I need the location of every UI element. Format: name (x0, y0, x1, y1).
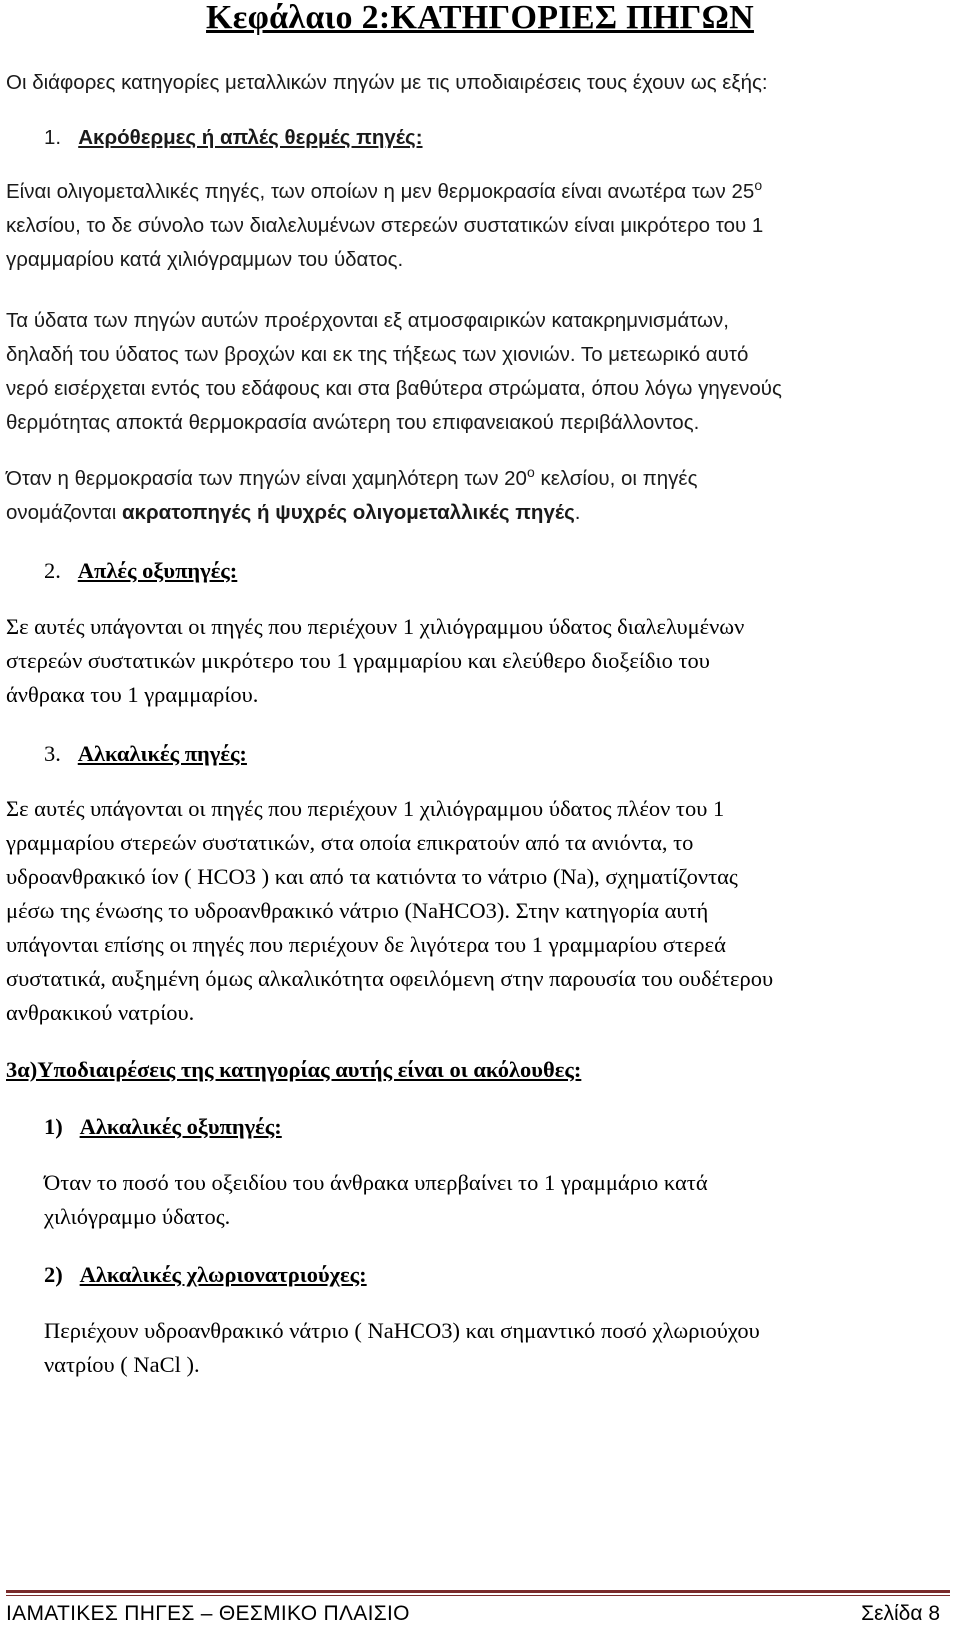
subdivisions-heading: 3α)Υποδιαιρέσεις της κατηγορίας αυτής είναι οι ακόλουθες: (6, 1057, 582, 1082)
section-3-line5: υπάγονται επίσης οι πηγές που περιέχουν δε λιγότερα του 1 γραμμαρίου στερεά (6, 932, 726, 957)
section-3-line4: μέσω της ένωσης το υδροανθρακικό νάτριο (NaHCO3). Στην κατηγορία αυτή (6, 898, 709, 923)
subdivision-2-number: 2) (44, 1262, 63, 1287)
intro-paragraph: Οι διάφορες κατηγορίες μεταλλικών πηγών με τις υποδιαιρέσεις τους έχουν ως εξής: (6, 71, 768, 94)
section-1-p3-text-b: κελσίου, οι πηγές (534, 467, 698, 490)
footer-divider-thick (6, 1590, 950, 1593)
section-3-line1: Σε αυτές υπάγονται οι πηγές που περιέχουν 1 χιλιόγραμμου ύδατος πλέον του 1 (6, 796, 725, 821)
subdivision-2-heading-line (44, 1258, 367, 1292)
section-2-number: 2. (44, 558, 61, 583)
footer-divider-thin (6, 1595, 950, 1596)
subdivision-1-number: 1) (44, 1114, 63, 1139)
subdivision-1-heading-line (44, 1110, 282, 1144)
section-1-p2-line4: θερμότητας αποκτά θερμοκρασία ανώτερη του επιφανειακού περιβάλλοντος. (6, 411, 700, 434)
section-3-line3: υδροανθρακικό ίον ( HCO3 ) και από τα κατιόντα το νάτριο (Na), σχηματίζοντας (6, 864, 738, 889)
section-1-p2-line3: νερό εισέρχεται εντός του εδάφους και στα βαθύτερα στρώματα, όπου λόγω γηγενούς (6, 377, 782, 400)
degree-superscript: ο (754, 177, 763, 194)
section-1-p1-line2: κελσίου, το δε σύνολο των διαλελυμένων στερεών συστατικών είναι μικρότερο του 1 (6, 214, 764, 237)
section-2-heading: Απλές οξυπηγές: (77, 558, 238, 583)
section-2-heading-line (44, 554, 237, 588)
subdivision-2-line1: Περιέχουν υδροανθρακικό νάτριο ( NaHCO3) και σημαντικό ποσό χλωριούχου (44, 1318, 760, 1343)
section-1-p3-line2 (6, 496, 580, 530)
degree-superscript: ο (526, 464, 535, 481)
subdivision-1-line2: χιλιόγραμμο ύδατος. (44, 1204, 231, 1229)
section-1-p2-line2: δηλαδή του ύδατος των βροχών και εκ της τήξεως των χιονιών. Το μετεωρικό αυτό (6, 343, 749, 366)
section-2-line1: Σε αυτές υπάγονται οι πηγές που περιέχουν 1 χιλιόγραμμου ύδατος διαλελυμένων (6, 614, 745, 639)
section-1-p2-line1: Τα ύδατα των πηγών αυτών προέρχονται εξ ατμοσφαιρικών κατακρημνισμάτων, (6, 309, 729, 332)
section-3-line2: γραμμαρίου στερεών συστατικών, στα οποία επικρατούν από τα ανιόντα, το (6, 830, 694, 855)
section-2-line3: άνθρακα του 1 γραμμαρίου. (6, 682, 259, 707)
section-1-heading: Ακρόθερμες ή απλές θερμές πηγές: (78, 126, 423, 149)
section-1-number: 1. (44, 126, 62, 149)
section-1-p3-text-a: Όταν η θερμοκρασία των πηγών είναι χαμηλότερη των 20 (6, 467, 527, 490)
section-3-line7: ανθρακικού νατρίου. (6, 1000, 195, 1025)
section-1-p1-line3: γραμμαρίου κατά χιλιόγραμμων του ύδατος. (6, 248, 404, 271)
section-1-p1-line1 (6, 175, 762, 209)
section-1-p3-period: . (574, 501, 581, 524)
subdivision-2-line2: νατρίου ( NaCl ). (44, 1352, 200, 1377)
section-1-p3-bold-term: ακρατοπηγές ή ψυχρές ολιγομεταλλικές πηγές (121, 501, 575, 524)
section-3-heading: Αλκαλικές πηγές: (77, 741, 247, 766)
section-1-p1-text: Είναι ολιγομεταλλικές πηγές, των οποίων η μεν θερμοκρασία είναι ανωτέρα των 25 (6, 180, 755, 203)
section-3-number: 3. (44, 741, 61, 766)
subdivision-2-heading: Αλκαλικές χλωριονατριούχες: (79, 1262, 367, 1287)
section-1-p3-line1 (6, 462, 697, 496)
chapter-title: Κεφάλαιο 2:ΚΑΤΗΓΟΡΙΕΣ ΠΗΓΩΝ (206, 0, 754, 36)
section-1-heading-line (44, 121, 423, 155)
subdivision-1-heading: Αλκαλικές οξυπηγές: (79, 1114, 282, 1139)
section-1-p3-text-c: ονομάζονται (6, 501, 122, 524)
subdivision-1-line1: Όταν το ποσό του οξειδίου του άνθρακα υπερβαίνει το 1 γραμμάριο κατά (44, 1170, 708, 1195)
section-2-line2: στερεών συστατικών μικρότερο του 1 γραμμαρίου και ελεύθερο διοξείδιο του (6, 648, 710, 673)
section-3-line6: συστατικά, αυξημένη όμως αλκαλικότητα οφειλόμενη στην παρουσία του ουδέτερου (6, 966, 774, 991)
section-3-heading-line (44, 737, 247, 771)
footer-document-title: ΙΑΜΑΤΙΚΕΣ ΠΗΓΕΣ – ΘΕΣΜΙΚΟ ΠΛΑΙΣΙΟ (6, 1602, 410, 1625)
footer-page-number: Σελίδα 8 (861, 1602, 940, 1625)
